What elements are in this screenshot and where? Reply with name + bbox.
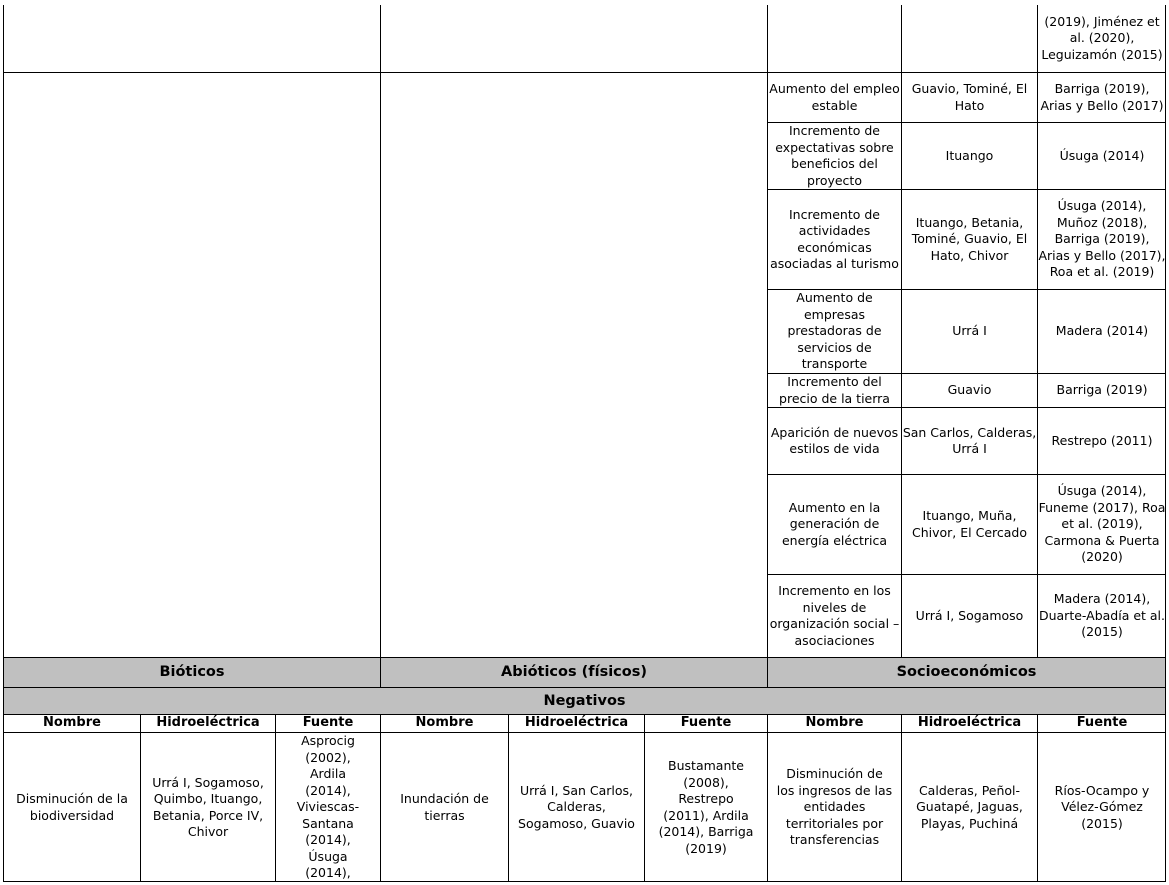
cell-fuente: Úsuga (2014), Funeme (2017), Roa et al. (2019), Carmona & Puerta (2020) <box>1038 483 1166 565</box>
cell-hidro: Urrá I, Sogamoso, Quimbo, Ituango, Betania, Porce IV, Chivor <box>152 774 264 839</box>
cell-nombre: Incremento del precio de la tierra <box>779 374 890 406</box>
cell-fuente: Barriga (2019) <box>1056 382 1148 398</box>
cell-fuente: Madera (2014), Duarte-Abadía et al. (2015) <box>1038 591 1166 640</box>
cell-hidro: Urrá I, Sogamoso <box>915 607 1024 623</box>
cell-fuente: Madera (2014) <box>1055 323 1149 339</box>
col-header-nombre: Nombre <box>43 715 101 731</box>
cell-nombre: Disminución de los ingresos de las entidades territoriales por transferencias <box>776 766 893 848</box>
cell-fuente: Barriga (2019), Arias y Bello (2017) <box>1040 81 1164 113</box>
cell-fuente: Asprocig (2002), Ardila (2014), Viviescas-Santana (2014), Úsuga (2014), <box>296 733 360 880</box>
cell-nombre: Inundación de tierras <box>400 791 489 823</box>
category-socioeconomicos: Socioeconómicos <box>768 658 1165 687</box>
cell-nombre: Aumento del empleo estable <box>769 81 900 113</box>
cell-hidro: Calderas, Peñol-Guatapé, Jaguas, Playas, Puchiná <box>916 782 1023 831</box>
col-header-hidro: Hidroeléctrica <box>156 715 260 731</box>
col-header-hidro: Hidroeléctrica <box>524 715 629 731</box>
cell-fuente: Úsuga (2014), Muñoz (2018), Barriga (2019), Arias y Bello (2017), Roa et al. (2019) <box>1038 198 1166 280</box>
category-abioticos: Abióticos (físicos) <box>381 658 767 687</box>
divider <box>380 657 381 687</box>
cell-hidro: Urrá I, San Carlos, Calderas, Sogamoso, Guavio <box>518 782 635 831</box>
cell-nombre: Aparición de nuevos estilos de vida <box>770 424 899 456</box>
col-header-fuente: Fuente <box>1076 715 1128 731</box>
cell-nombre: Incremento de actividades económicas asociadas al turismo <box>770 206 899 271</box>
cell-hidro: Ituango, Muña, Chivor, El Cercado <box>912 508 1027 540</box>
cell-fuente: Bustamante (2008), Restrepo (2011), Ardila (2014), Barriga (2019) <box>658 758 754 856</box>
cell-nombre: Incremento de expectativas sobre beneficios del proyecto <box>775 123 894 188</box>
divider <box>767 657 768 687</box>
col-header-hidro: Hidroeléctrica <box>917 715 1022 731</box>
cell-fuente: Úsuga (2014) <box>1059 147 1145 163</box>
cell-fuente: Ríos-Ocampo y Vélez-Gómez (2015) <box>1054 782 1150 831</box>
col-header-fuente: Fuente <box>680 715 732 731</box>
cell-nombre: Disminución de la biodiversidad <box>16 791 128 823</box>
cell-hidro: Ituango <box>945 147 994 163</box>
cell-hidro: Guavio, Tominé, El Hato <box>911 81 1028 113</box>
cell-nombre: Aumento de empresas prestadoras de servicios de transporte <box>787 290 882 372</box>
col-header-nombre: Nombre <box>805 715 864 731</box>
cell-hidro: Ituango, Betania, Tominé, Guavio, El Hato, Chivor <box>911 214 1028 263</box>
divider <box>380 5 381 657</box>
cell-nombre: Aumento en la generación de energía eléctrica <box>781 499 888 548</box>
cell-hidro: San Carlos, Calderas, Urrá I <box>902 424 1037 456</box>
cell-hidro: Guavio <box>947 382 992 398</box>
section-negativos: Negativos <box>4 688 1165 714</box>
cell-hidro: Urrá I <box>952 323 987 339</box>
category-bioticos: Bióticos <box>4 658 380 687</box>
cell-fuente: Restrepo (2011) <box>1051 432 1153 448</box>
table-row <box>1038 5 1166 72</box>
col-header-fuente: Fuente <box>302 715 354 731</box>
cell-fuente: (2019), Jiménez et al. (2020), Leguizamón (2015) <box>1041 13 1163 62</box>
cell-nombre: Incremento en los niveles de organización social – asociaciones <box>769 583 900 648</box>
col-header-nombre: Nombre <box>415 715 474 731</box>
